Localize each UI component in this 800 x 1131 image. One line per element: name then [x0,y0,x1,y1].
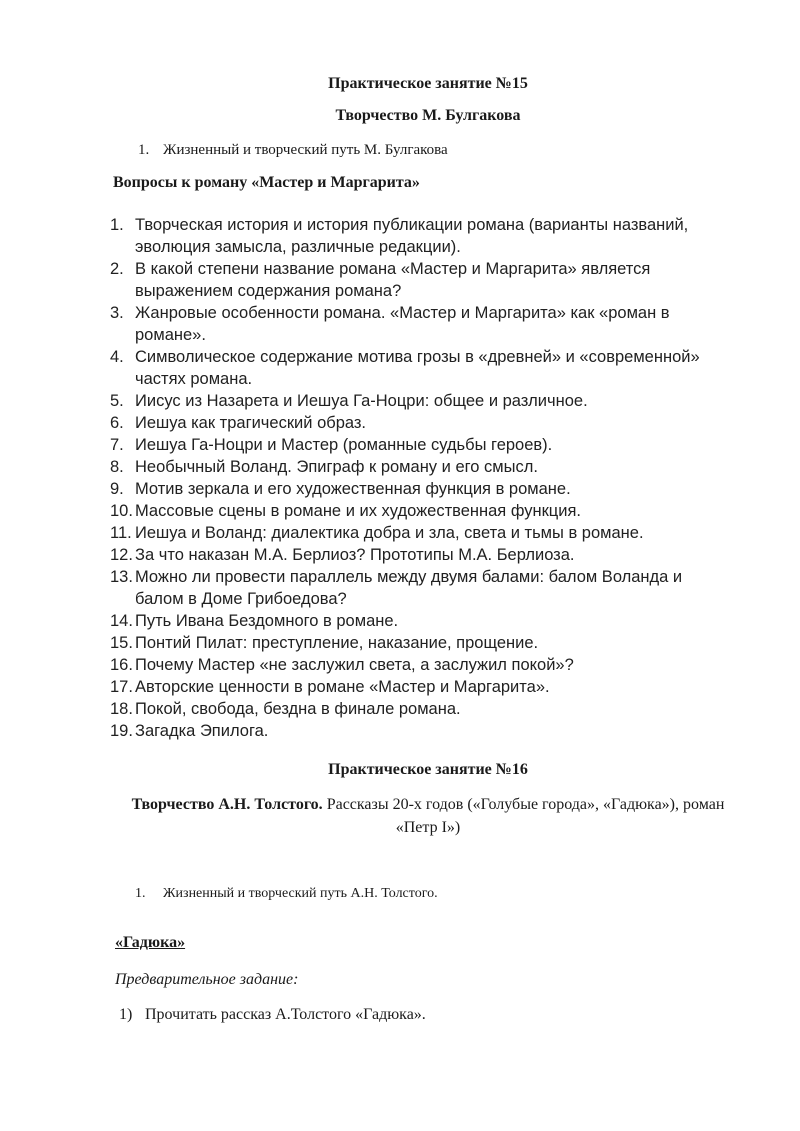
question-item [110,610,720,632]
list-number: 2. [110,260,124,278]
question-text: Путь Ивана Бездомного в романе. [135,612,399,630]
list-number: 1. [110,216,124,234]
list-number: 7. [110,436,124,454]
question-item [110,522,720,544]
question-item [110,632,720,654]
question-text: Символическое содержание мотива грозы в «древней» и «современной» частях романа. [135,348,700,388]
list-text: Жизненный и творческий путь М. Булгакова [163,142,448,158]
question-item [110,500,720,522]
question-text: Иешуа Га-Ноцри и Мастер (романные судьбы героев). [135,436,553,454]
list-number: 1) [119,1006,133,1023]
lesson-15-subtitle: Творчество М. Булгакова [335,107,521,124]
lesson-16-subtitle-rest: Рассказы 20-х годов («Голубые города», «Гадюка»), роман «Петр I») [322,796,725,836]
list-number: 17. [110,678,133,696]
questions-heading: Вопросы к роману «Мастер и Маргарита» [113,174,420,191]
question-item [110,544,720,566]
question-text: Творческая история и история публикации романа (варианты названий, эволюция замысла, различные редакции). [135,216,689,256]
list-number: 5. [110,392,124,410]
question-text: Покой, свобода, бездна в финале романа. [135,700,461,718]
task-text: Прочитать рассказ А.Толстого «Гадюка». [145,1006,426,1023]
question-item [110,720,720,742]
question-text: Массовые сцены в романе и их художественная функция. [135,502,581,520]
list-text: Жизненный и творческий путь А.Н. Толстого. [163,886,438,901]
question-text: Иисус из Назарета и Иешуа Га-Ноцри: общее и различное. [135,392,588,410]
list-number: 15. [110,634,133,652]
question-item [110,412,720,434]
lesson-15-title: Практическое занятие №15 [328,75,528,92]
list-number: 11. [110,524,132,542]
question-item [110,566,720,610]
list-number: 6. [110,414,124,432]
question-item [110,434,720,456]
pretask-heading: Предварительное задание: [115,971,299,988]
question-item [110,214,720,258]
list-number: 4. [110,348,124,366]
list-number: 13. [110,568,133,586]
question-item [110,654,720,676]
question-item [110,390,720,412]
lesson-16-subtitle-bold: Творчество А.Н. Толстого. [131,796,323,813]
story-heading: «Гадюка» [115,934,186,951]
list-number: 12. [110,546,133,564]
task-item [113,1005,743,1025]
list-number: 19. [110,722,133,740]
list-number: 10. [110,502,133,520]
question-text: Можно ли провести параллель между двумя балами: балом Воланда и балом в Доме Грибоедова? [135,568,683,608]
question-text: Иешуа как трагический образ. [135,414,367,432]
question-text: Необычный Воланд. Эпиграф к роману и его смысл. [135,458,538,476]
question-item [110,676,720,698]
lesson-16-subtitle [113,793,743,839]
question-item [110,456,720,478]
question-text: Загадка Эпилога. [135,722,269,740]
question-text: В какой степени название романа «Мастер и Маргарита» является выражением содержания романа? [135,260,651,300]
question-item [110,302,720,346]
list-number: 16. [110,656,133,674]
lesson-15-intro-item [113,140,743,160]
question-text: Авторские ценности в романе «Мастер и Маргарита». [135,678,550,696]
questions-list [110,214,720,742]
question-text: За что наказан М.А. Берлиоз? Прототипы М.А. Берлиоза. [135,546,575,564]
list-number: 1. [135,886,146,901]
list-number: 18. [110,700,133,718]
list-number: 14. [110,612,133,630]
question-item [110,346,720,390]
list-number: 9. [110,480,124,498]
question-item [110,698,720,720]
list-number: 3. [110,304,124,322]
question-text: Мотив зеркала и его художественная функция в романе. [135,480,571,498]
list-number: 1. [138,142,150,158]
question-item [110,478,720,500]
question-text: Иешуа и Воланд: диалектика добра и зла, света и тьмы в романе. [135,524,644,542]
question-item [110,258,720,302]
list-number: 8. [110,458,124,476]
question-text: Жанровые особенности романа. «Мастер и Маргарита» как «роман в романе». [135,304,670,344]
lesson-16-intro-item [113,884,743,903]
question-text: Понтий Пилат: преступление, наказание, прощение. [135,634,539,652]
question-text: Почему Мастер «не заслужил света, а заслужил покой»? [135,656,574,674]
lesson-16-title: Практическое занятие №16 [328,761,528,778]
